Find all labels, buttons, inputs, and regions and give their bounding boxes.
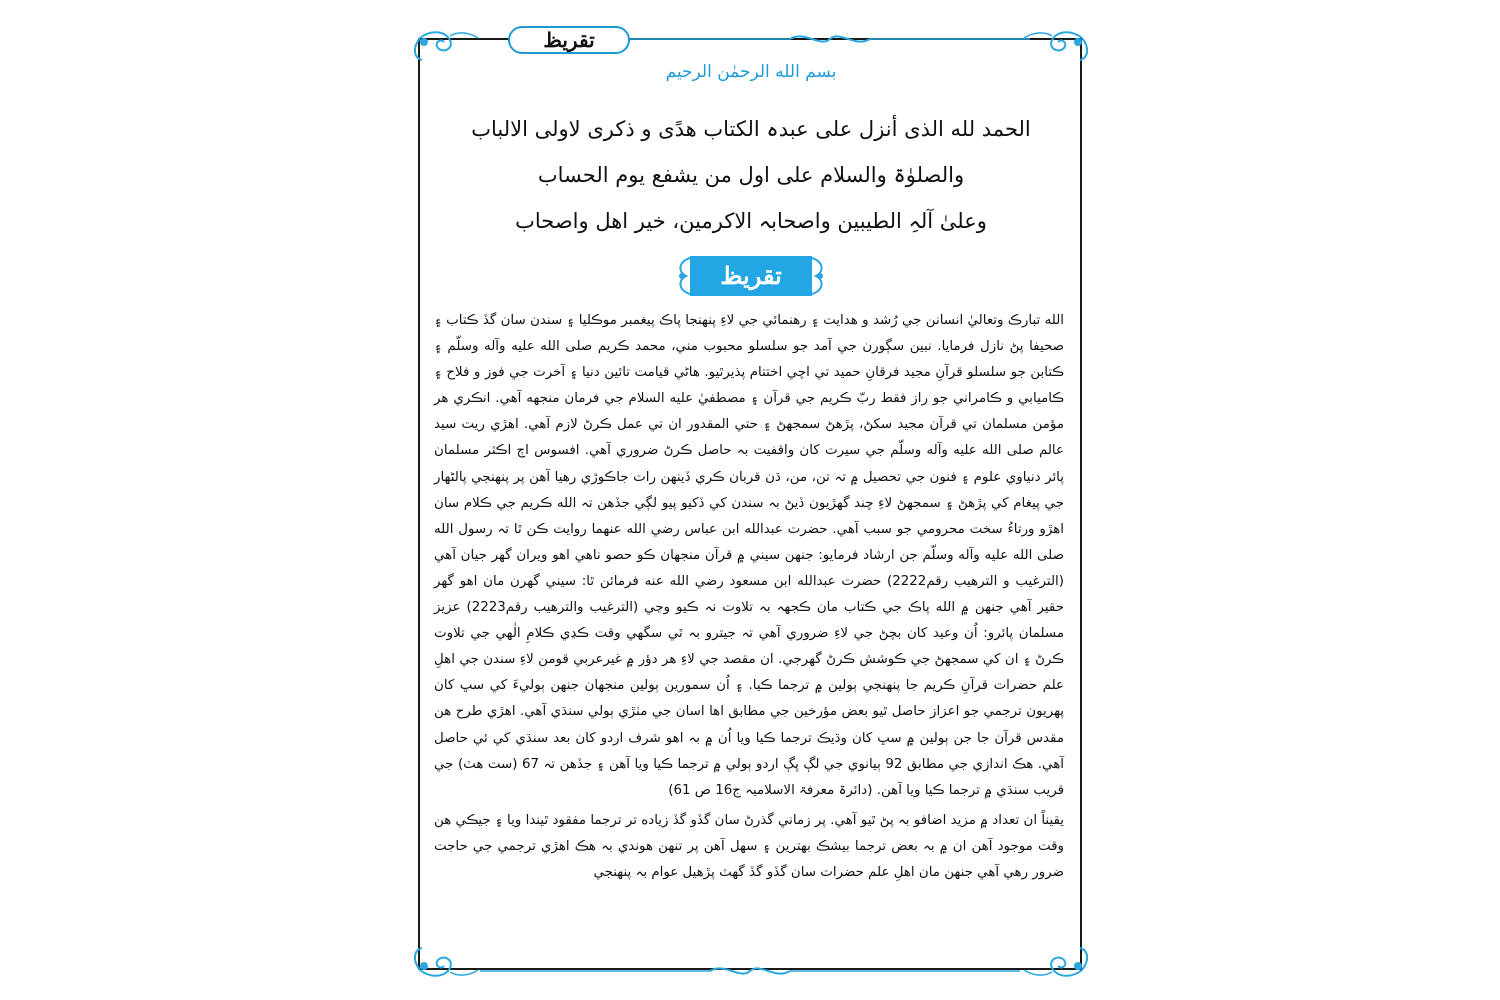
section-heading <box>674 254 828 298</box>
paragraph: يقيناً ان تعداد ۾ مزيد اضافو بہ پڻ ٿيو آهي. پر زماني گذرڻ سان گڏو گڏ زياده تر ترجما مفقود ٿيندا ويا ۽ جيڪي هن وقت موجود آهن ان ۾ بہ بعض ترجما بيشڪ بهترين ۽ سهل آهن پر تنهن هوندي بہ هڪ اهڙي ترجمي جي حاجت ضرور رهي آهي جنهن مان اهلِ علم حضرات سان گڏو گڏ گهٽ پڙهيل عوام بہ پنهنجي <box>434 812 1064 880</box>
intro-line: وعلیٰ آلہِ الطیبین واصحابہ الاکرمین، خیر اھل واصحاب <box>515 209 987 233</box>
intro-verses <box>430 106 1072 244</box>
border-flourish-icon <box>480 964 1020 978</box>
book-page <box>410 28 1092 980</box>
intro-line: والصلوٰۃ والسلام علی اول من یشفع یوم الحساب <box>537 163 965 187</box>
header-tab-title: تقريظ <box>508 26 630 54</box>
banner-flourish-icon <box>810 254 828 298</box>
corner-ornament-icon <box>410 946 480 980</box>
bismillah: بسم الله الرحمٰن الرحيم <box>665 62 837 82</box>
corner-ornament-icon <box>1022 946 1092 980</box>
paragraph: الله تبارڪ وتعاليٰ انسانن جي رُشد و هدايت ۽ رهنمائي جي لاءِ پنهنجا پاڪ پيغمبر موڪليا ۽ سندن سان گڏ ڪتاب ۽ صحيفا پڻ نازل فرمايا. نبين سڳورن جي آمد جو سلسلو محبوب مني، محمد ڪريم صلی الله عليه وآله وسلّم ۽ ڪتابن جو سلسلو قرآنِ مجيد فرقانِ حميد تي اچي اختتام پذيرٿيو. هاڻي قيامت تائين دنيا ۽ آخرت جي فوز و فلاح ۽ ڪاميابي و ڪامراني جو راز فقط ربّ ڪريم جي قرآن ۽ مصطفيٰ عليه السلام جي فرمان منجهه آهي. انڪري هر مؤمن مسلمان تي قرآن مجيد سکڻ، پڙهڻ سمجهڻ ۽ حتي المقدور ان تي عمل ڪرڻ لازم آهي. اهڙي ريت سيد عالم صلی الله عليه وآله وسلّم جي سيرت کان واقفيت بہ حاصل ڪرڻ ضروري آهي. افسوس اڄ اڪثر مسلمان پائر دنياوي علوم ۽ فنون جي تحصيل ۾ تہ تن، من، ڌن قربان ڪري ڏينهن رات جاڪوڙي رهيا آهن پر پنهنجي پالڻهار جي پيغام کي پڙهڻ ۽ سمجهڻ لاءِ چند گهڙيون ڏيڻ بہ سندن کي ڏکيو پيو لڳي جڏهن تہ الله ڪريم جي ڪلام سان اهڙو ورتاءُ سخت محرومي جو سبب آهي. حضرت عبدالله ابن عباس رضي الله عنهما روايت ڪن ٿا تہ رسول الله صلی الله عليه وآله وسلّم جن ارشاد فرمايو: جنهن سيني ۾ قرآن منجهان ڪو حصو ناهي اهو ويران گهر جيان آهي (الترغيب و الترهيب رقم2222) حضرت عبدالله ابن مسعود رضي الله عنه فرمائن ٿا: سيني گهرن مان اهو گهر حقير آهي جنهن ۾ الله پاڪ جي ڪتاب مان ڪجهہ بہ تلاوت نہ ڪيو وڃي (الترغيب والترهيب رقم2223) عزيز مسلمان پائرو: اُن وعيد کان بچڻ جي لاءِ ضروري آهي تہ جيترو بہ ٿي سگهي وقت ڪڍي ڪلامِ الٰهي جي تلاوت ڪرڻ ۽ ان کي سمجهڻ جي ڪوشش ڪرڻ گهرجي. ان مقصد جي لاءِ هر دؤر ۾ غيرعربي قومن لاءِ سندن جي اهلِ علم حضرات قرآنِ ڪريم جا پنهنجي ٻولين ۾ ترجما ڪيا. ۽ اُن سمورين ٻولين منجهان جنهن ٻوليءَ کي سڀ کان پهريون ترجمي جو اعزاز حاصل ٿيو بعض مؤرخين جي مطابق اها اسان جي مٺڙي ٻولي سنڌي آهي. اهڙي طرح هن مقدس قرآن جا جن ٻولين ۾ سڀ کان وڌيڪ ترجما ڪيا ويا اُن ۾ بہ اهو شرف اردو کان بعد سنڌي کي ئي حاصل آهي. هڪ اندازي جي مطابق 92 ٻيانوي جي لڳ ڀڳ اردو ٻولي ۾ ترجما ڪيا ويا آهن ۽ جڏهن تہ 67 (ست هٺ) جي قريب سنڌي ۾ ترجما ڪيا ويا آهن. (دائرۃ معرفۃ الاسلامیہ ج16 ص 61) <box>434 313 1064 798</box>
corner-ornament-icon <box>410 28 480 62</box>
border-flourish-icon <box>630 32 1030 46</box>
section-title: تقريظ <box>690 256 812 296</box>
body-text <box>434 308 1064 886</box>
corner-ornament-icon <box>1022 28 1092 62</box>
intro-line: الحمد لله الذی أنزل علی عبدہ الکتاب ھدًی و ذکری لاولی الالباب <box>471 117 1031 141</box>
